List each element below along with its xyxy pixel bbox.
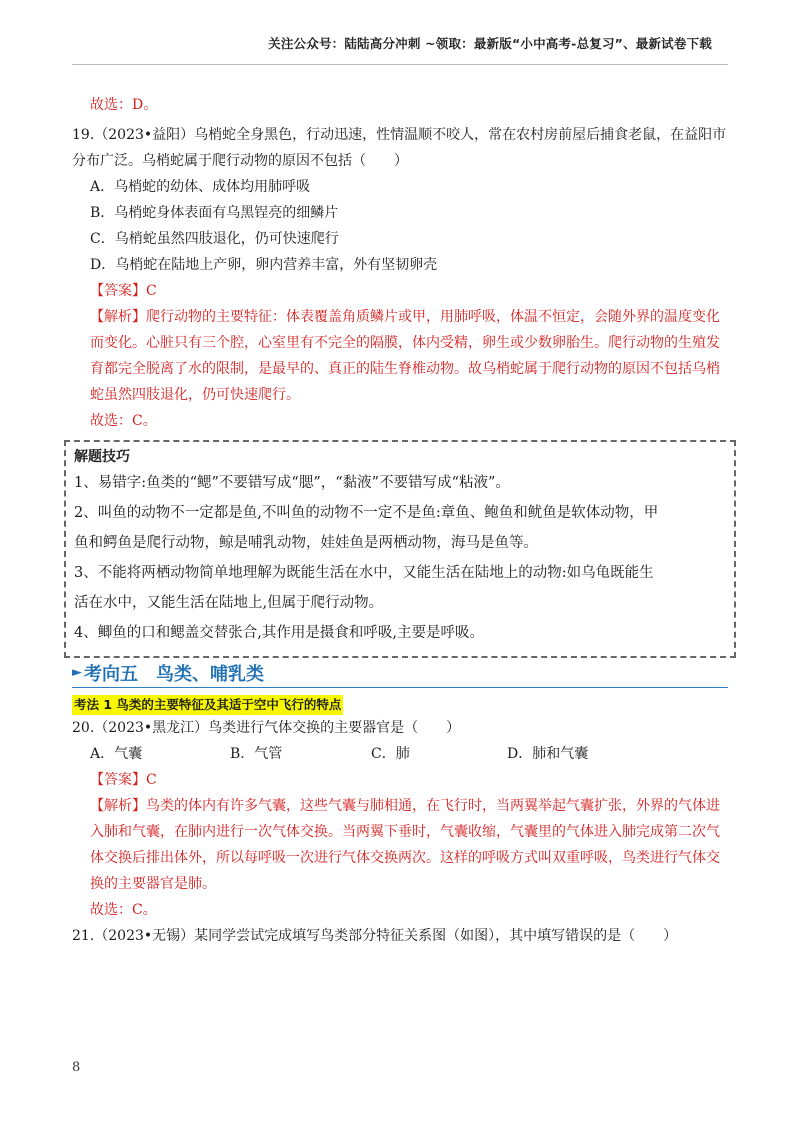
q20-answer: 【答案】C [90,772,157,788]
q21-stem: 21.（2023•无锡）某同学尝试完成填写鸟类部分特征关系图（如图），其中填写错误的是（ ） [72,928,678,944]
q19-option-c: C．乌梢蛇虽然四肢退化，仍可快速爬行 [90,231,339,247]
tips-line-3: 鱼和鳄鱼是爬行动物，鲸是哺乳动物，娃娃鱼是两栖动物，海马是鱼等。 [74,535,538,551]
page-number: 8 [72,1060,81,1075]
tips-box [64,440,736,658]
q20-option-b: B．气管 [230,746,283,762]
section-title: 考向五 鸟类、哺乳类 [84,663,264,685]
q20-analysis-line4: 换的主要器官是肺。 [90,876,216,892]
tips-title: 解题技巧 [74,449,130,465]
q19-stem-line2: 分布广泛。乌梢蛇属于爬行动物的原因不包括（ ） [72,153,408,169]
tips-line-4: 3、不能将两栖动物简单地理解为既能生活在水中，又能生活在陆地上的动物:如乌龟既能生 [74,565,654,581]
question-19 [72,122,728,434]
tips-line-1: 1、易错字:鱼类的“鳃”不要错写成“腮”，“黏液”不要错写成“粘液”。 [74,475,510,491]
tips-line-6: 4、鲫鱼的口和鳃盖交替张合,其作用是摄食和呼吸,主要是呼吸。 [74,625,484,641]
question-20 [72,715,728,923]
q20-option-a: A．气囊 [90,746,143,762]
section-heading [72,658,728,688]
q20-analysis-line3: 体交换后排出体外，所以每呼吸一次进行气体交换两次。这样的呼吸方式叫双重呼吸，鸟类进行气体交 [90,850,720,866]
kaofa-label: 考法 1 鸟类的主要特征及其适于空中飞行的特点 [72,695,343,715]
q19-option-b: B．乌梢蛇身体表面有乌黑锃亮的细鳞片 [90,205,339,221]
q19-analysis-line3: 育都完全脱离了水的限制，是最早的、真正的陆生脊椎动物。故乌梢蛇属于爬行动物的原因不包括乌梢 [90,361,720,377]
q20-analysis-line2: 入肺和气囊，在肺内进行一次气体交换。当两翼下垂时，气囊收缩，气囊里的气体进入肺完成第二次气 [90,824,720,840]
triangle-arrow-icon: ► [72,665,82,680]
header-note: 关注公众号：陆陆高分冲刺 ~领取：最新版“小中高考-总复习”、最新试卷下载 [268,36,712,51]
tips-line-5: 活在水中，又能生活在陆地上,但属于爬行动物。 [74,595,384,611]
q19-option-a: A．乌梢蛇的幼体、成体均用肺呼吸 [90,179,311,195]
q20-option-c: C．肺 [371,746,410,762]
q20-stem: 20.（2023•黑龙江）鸟类进行气体交换的主要器官是（ ） [72,720,461,736]
q19-analysis-line1: 【解析】爬行动物的主要特征：体表覆盖角质鳞片或甲，用肺呼吸，体温不恒定，会随外界的温度变化 [90,309,720,325]
tips-line-2: 2、叫鱼的动物不一定都是鱼,不叫鱼的动物不一定不是鱼:章鱼、鲍鱼和鱿鱼是软体动物，甲 [74,505,659,521]
prev-conclusion: 故选：D。 [90,97,158,113]
q19-option-d: D．乌梢蛇在陆地上产卵，卵内营养丰富，外有坚韧卵壳 [90,257,438,273]
q19-analysis-line2: 而变化。心脏只有三个腔，心室里有不完全的隔膜，体内受精，卵生或少数卵胎生。爬行动物的生殖发 [90,335,720,351]
q20-options [72,741,728,767]
q20-analysis-line1: 【解析】鸟类的体内有许多气囊，这些气囊与肺相通，在飞行时，当两翼举起气囊扩张，外界的气体进 [90,798,720,814]
q19-answer: 【答案】C [90,283,157,299]
header-divider [72,64,728,65]
q20-conclusion: 故选：C。 [90,902,157,918]
q19-stem-line1: 19.（2023•益阳）乌梢蛇全身黑色，行动迅速，性情温顺不咬人，常在农村房前屋后捕食老鼠，在益阳市 [72,127,727,143]
q19-analysis-line4: 蛇虽然四肢退化，仍可快速爬行。 [90,387,300,403]
document-body [72,92,728,949]
question-21 [72,923,728,949]
q19-conclusion: 故选：C。 [90,413,157,429]
q20-option-d: D．肺和气囊 [507,746,589,762]
